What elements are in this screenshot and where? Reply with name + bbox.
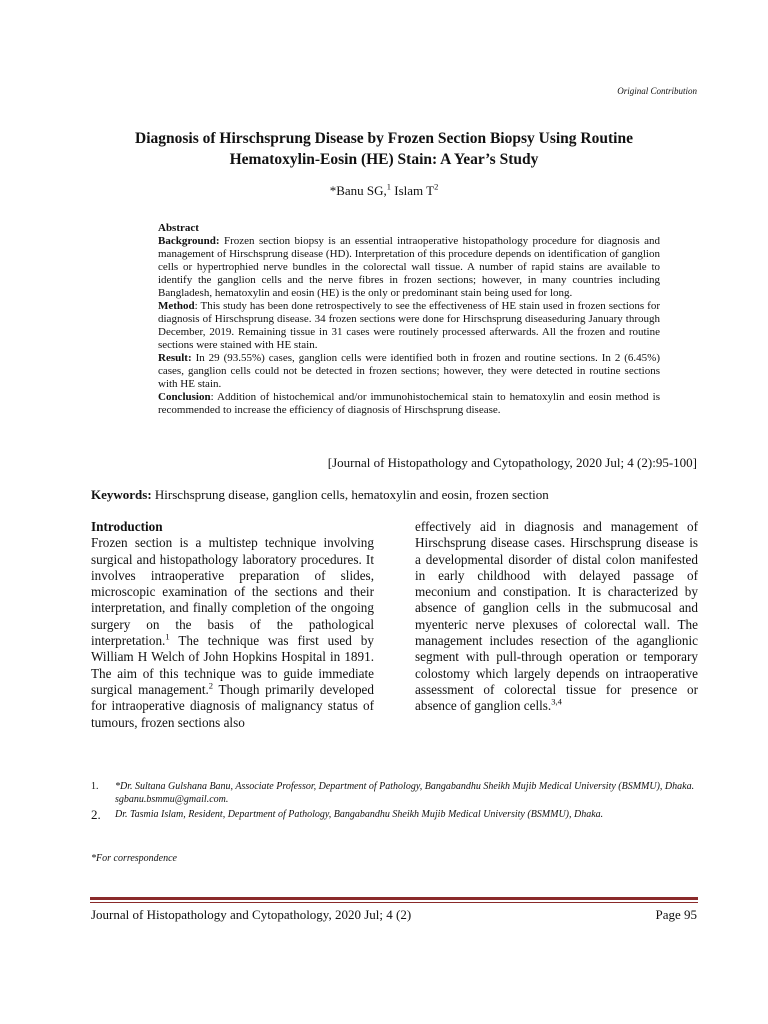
- abstract-result: [158, 352, 660, 391]
- header-label: Original Contribution: [617, 86, 697, 96]
- method-text: : This study has been done retrospectively to see the effectiveness of HE stain used in frozen sections for diagnosis of Hirschsprung disease. 34 frozen sections were done for Hirschsprung diseaseduring January through December, 2019. Remaining tissue in 31 cases were routinely processed afterwards. All the frozen and routine sections were stained with HE stain.: [158, 300, 660, 351]
- citation-ref-2: 2: [208, 680, 214, 691]
- background-text: Frozen section biopsy is an essential intraoperative histopathology procedure for diagnosis and management of Hirschsprung disease (HD). Interpretation of this procedure depends on identification of ganglion cells or hypertrophied nerve bundles in the colorectal wall tissue. A number of rapid stains are available to identify the ganglion cells and the nerve fibres in frozen sections; however, in many countries including Bangladesh, hematoxylin and eosin (HE) is the only or predominant stain being used for long.: [158, 235, 661, 299]
- citation-ref-3-4: 3,4: [551, 696, 562, 707]
- footnote-1-number: 1.: [91, 781, 99, 792]
- citation-ref-1: 1: [165, 631, 170, 642]
- background-label: Background:: [158, 235, 220, 247]
- conclusion-label: Conclusion: [158, 391, 211, 403]
- title-line-2: Hematoxylin-Eosin (HE) Stain: A Year’s Study: [229, 151, 539, 168]
- author-2-affiliation: 2: [434, 181, 439, 192]
- abstract-heading: Abstract: [158, 222, 199, 234]
- abstract-background: [158, 235, 660, 300]
- footer-divider-thick: [90, 897, 698, 900]
- introduction-paragraph: [91, 535, 374, 731]
- conclusion-text: : Addition of histochemical and/or immunohistochemical stain to hematoxylin and eosin method is recommended to increase the efficiency of diagnosis of Hirschsprung disease.: [158, 391, 660, 416]
- abstract-conclusion: [158, 391, 660, 417]
- footer-divider-thin: [90, 902, 698, 903]
- intro-text-4: effectively aid in diagnosis and management of Hirschsprung disease cases. Hirschsprung disease is a developmental disorder of distal colon manifested in early childhood with delayed passage of meconium and constipation. It is characterized by absence of ganglion cells in the submucosal and myenteric nerve plexuses of colorectal wall. The management includes resection of the aganglionic segment with pull-through operation or temporary colostomy which largely depends on intraoperative assessment of colorectal tissue for presence or absence of ganglion cells.: [415, 519, 698, 714]
- footnote-2-number: 2.: [91, 807, 101, 822]
- footnote-1: [91, 780, 701, 806]
- result-label: Result:: [158, 352, 192, 364]
- author-2: Islam T: [394, 183, 435, 198]
- introduction-right-column: [415, 519, 698, 715]
- title-line-1: Diagnosis of Hirschsprung Disease by Frozen Section Biopsy Using Routine: [135, 130, 633, 147]
- keywords-label: Keywords:: [91, 487, 152, 502]
- introduction-heading: Introduction: [91, 519, 163, 534]
- introduction-left-column: [91, 519, 374, 731]
- author-list: [0, 183, 768, 199]
- intro-text-3: Though primarily developed for intraoperative diagnosis of malignancy status of tumours, frozen sections also: [91, 681, 374, 730]
- author-footnotes: [91, 780, 701, 823]
- keywords: [91, 487, 549, 503]
- author-1-affiliation: 1: [386, 181, 391, 192]
- footnote-2-text: Dr. Tasmia Islam, Resident, Department of Pathology, Bangabandhu Sheikh Mujib Medical University (BSMMU), Dhaka.: [115, 809, 604, 820]
- keywords-text: Hirschsprung disease, ganglion cells, hematoxylin and eosin, frozen section: [154, 487, 549, 502]
- result-text: In 29 (93.55%) cases, ganglion cells were identified both in frozen and routine sections. In 2 (6.45%) cases, ganglion cells could not be detected in frozen sections; however, they were detected in routine sections with HE stain.: [158, 352, 661, 390]
- journal-citation: [Journal of Histopathology and Cytopathology, 2020 Jul; 4 (2):95-100]: [327, 455, 697, 470]
- abstract: [158, 222, 660, 417]
- footnote-1-text: *Dr. Sultana Gulshana Banu, Associate Professor, Department of Pathology, Bangabandhu Sheikh Mujib Medical University (BSMMU), Dhaka. sgbanu.bsmmu@gmail.com.: [115, 781, 695, 805]
- author-1: *Banu SG,: [329, 183, 387, 198]
- page-number: Page 95: [655, 907, 697, 922]
- footnote-2: [91, 808, 701, 821]
- footer-journal: Journal of Histopathology and Cytopathology, 2020 Jul; 4 (2): [91, 907, 412, 922]
- abstract-method: [158, 300, 660, 352]
- intro-text-2: The technique was first used by William H Welch of John Hopkins Hospital in 1891. The aim of this technique was to guide immediate surgical management.: [91, 633, 374, 697]
- correspondence-note: *For correspondence: [91, 853, 177, 864]
- article-title: [60, 128, 708, 170]
- introduction-paragraph-continued: [415, 519, 698, 715]
- intro-text-1: Frozen section is a multistep technique involving surgical and histopathology laboratory procedures. It involves intraoperative preparation of slides, microscopic examination of the sections and their interpretation, and finally completion of the ongoing surgery on the basis of the pathological interpretation.: [91, 535, 374, 649]
- method-label: Method: [158, 300, 195, 312]
